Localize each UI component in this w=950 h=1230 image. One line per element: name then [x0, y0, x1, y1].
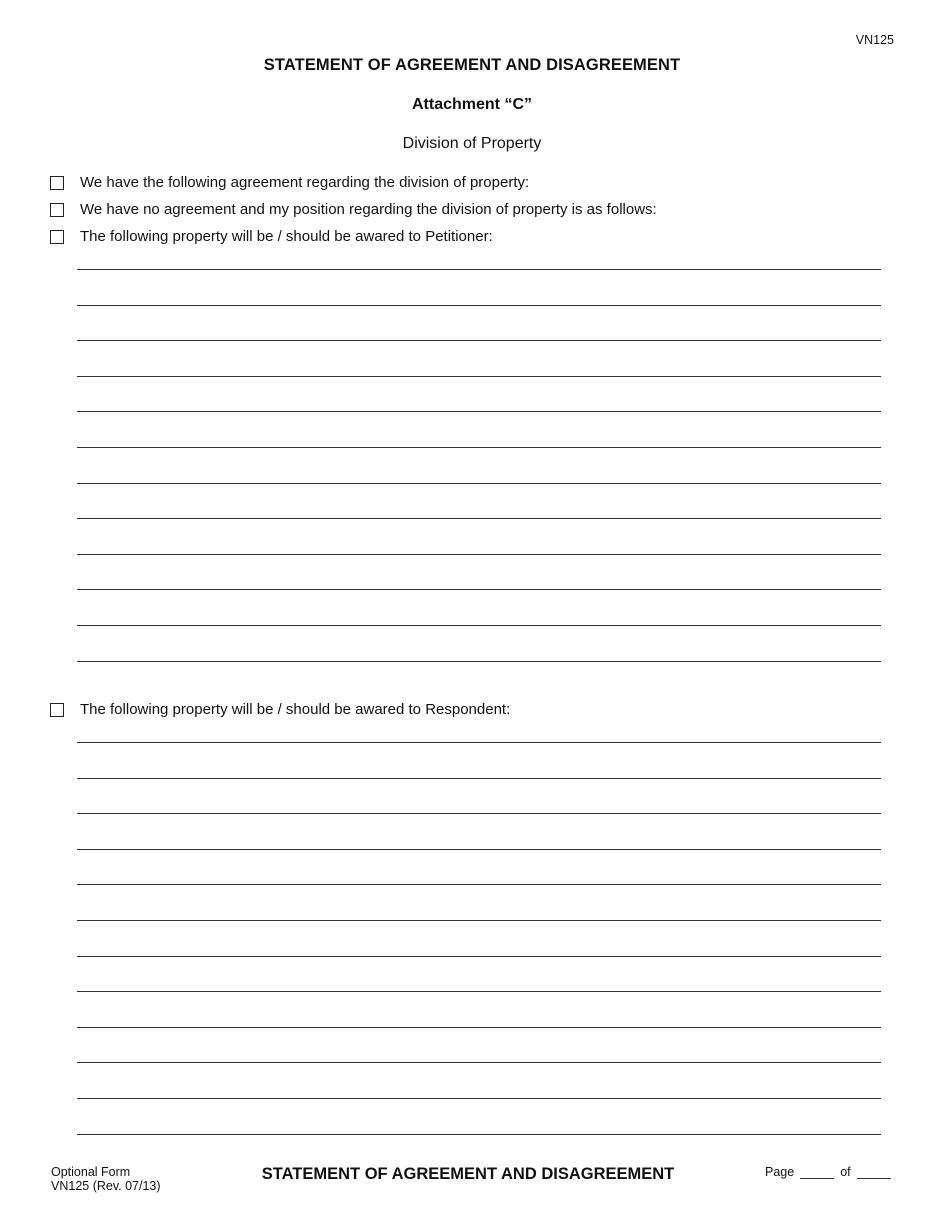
- writing-line[interactable]: [77, 1134, 881, 1135]
- page-number: [765, 1165, 897, 1179]
- option-petitioner: [50, 228, 493, 245]
- page-title: STATEMENT OF AGREEMENT AND DISAGREEMENT: [263, 56, 681, 74]
- form-id: VN125: [855, 33, 894, 47]
- writing-line[interactable]: [77, 411, 881, 412]
- writing-line[interactable]: [77, 340, 881, 341]
- respondent-label: The following property will be / should be awared to Respondent:: [80, 701, 511, 718]
- writing-line[interactable]: [77, 625, 881, 626]
- writing-line[interactable]: [77, 661, 881, 662]
- writing-line[interactable]: [77, 778, 881, 779]
- option-no-agreement: [50, 201, 657, 218]
- writing-line[interactable]: [77, 305, 881, 306]
- writing-line[interactable]: [77, 884, 881, 885]
- writing-line[interactable]: [77, 991, 881, 992]
- agreement-checkbox[interactable]: [50, 176, 64, 190]
- respondent-checkbox[interactable]: [50, 703, 64, 717]
- attachment-label: Attachment “C”: [411, 96, 532, 113]
- footer-title: STATEMENT OF AGREEMENT AND DISAGREEMENT: [261, 1165, 675, 1183]
- petitioner-checkbox[interactable]: [50, 230, 64, 244]
- writing-line[interactable]: [77, 554, 881, 555]
- writing-line[interactable]: [77, 1098, 881, 1099]
- option-respondent: [50, 701, 510, 718]
- section-subtitle: Division of Property: [402, 135, 542, 152]
- writing-line[interactable]: [77, 518, 881, 519]
- agreement-label: We have the following agreement regarding the division of property:: [80, 174, 530, 191]
- writing-line[interactable]: [77, 956, 881, 957]
- optional-form-label: Optional Form: [51, 1165, 131, 1179]
- writing-line[interactable]: [77, 742, 881, 743]
- writing-line[interactable]: [77, 483, 881, 484]
- option-agreement: [50, 174, 529, 191]
- petitioner-label: The following property will be / should be awared to Petitioner:: [80, 228, 493, 245]
- writing-line[interactable]: [77, 589, 881, 590]
- writing-line[interactable]: [77, 447, 881, 448]
- no-agreement-label: We have no agreement and my position regarding the division of property is as follows:: [80, 201, 657, 218]
- page-number-field[interactable]: [800, 1167, 834, 1179]
- writing-line[interactable]: [77, 920, 881, 921]
- writing-line[interactable]: [77, 1062, 881, 1063]
- writing-line[interactable]: [77, 376, 881, 377]
- no-agreement-checkbox[interactable]: [50, 203, 64, 217]
- writing-line[interactable]: [77, 1027, 881, 1028]
- page-total-field[interactable]: [857, 1167, 891, 1179]
- writing-line[interactable]: [77, 269, 881, 270]
- of-label: of: [840, 1165, 851, 1179]
- page-label: Page: [765, 1165, 795, 1179]
- writing-line[interactable]: [77, 849, 881, 850]
- writing-line[interactable]: [77, 813, 881, 814]
- form-revision: VN125 (Rev. 07/13): [51, 1179, 161, 1193]
